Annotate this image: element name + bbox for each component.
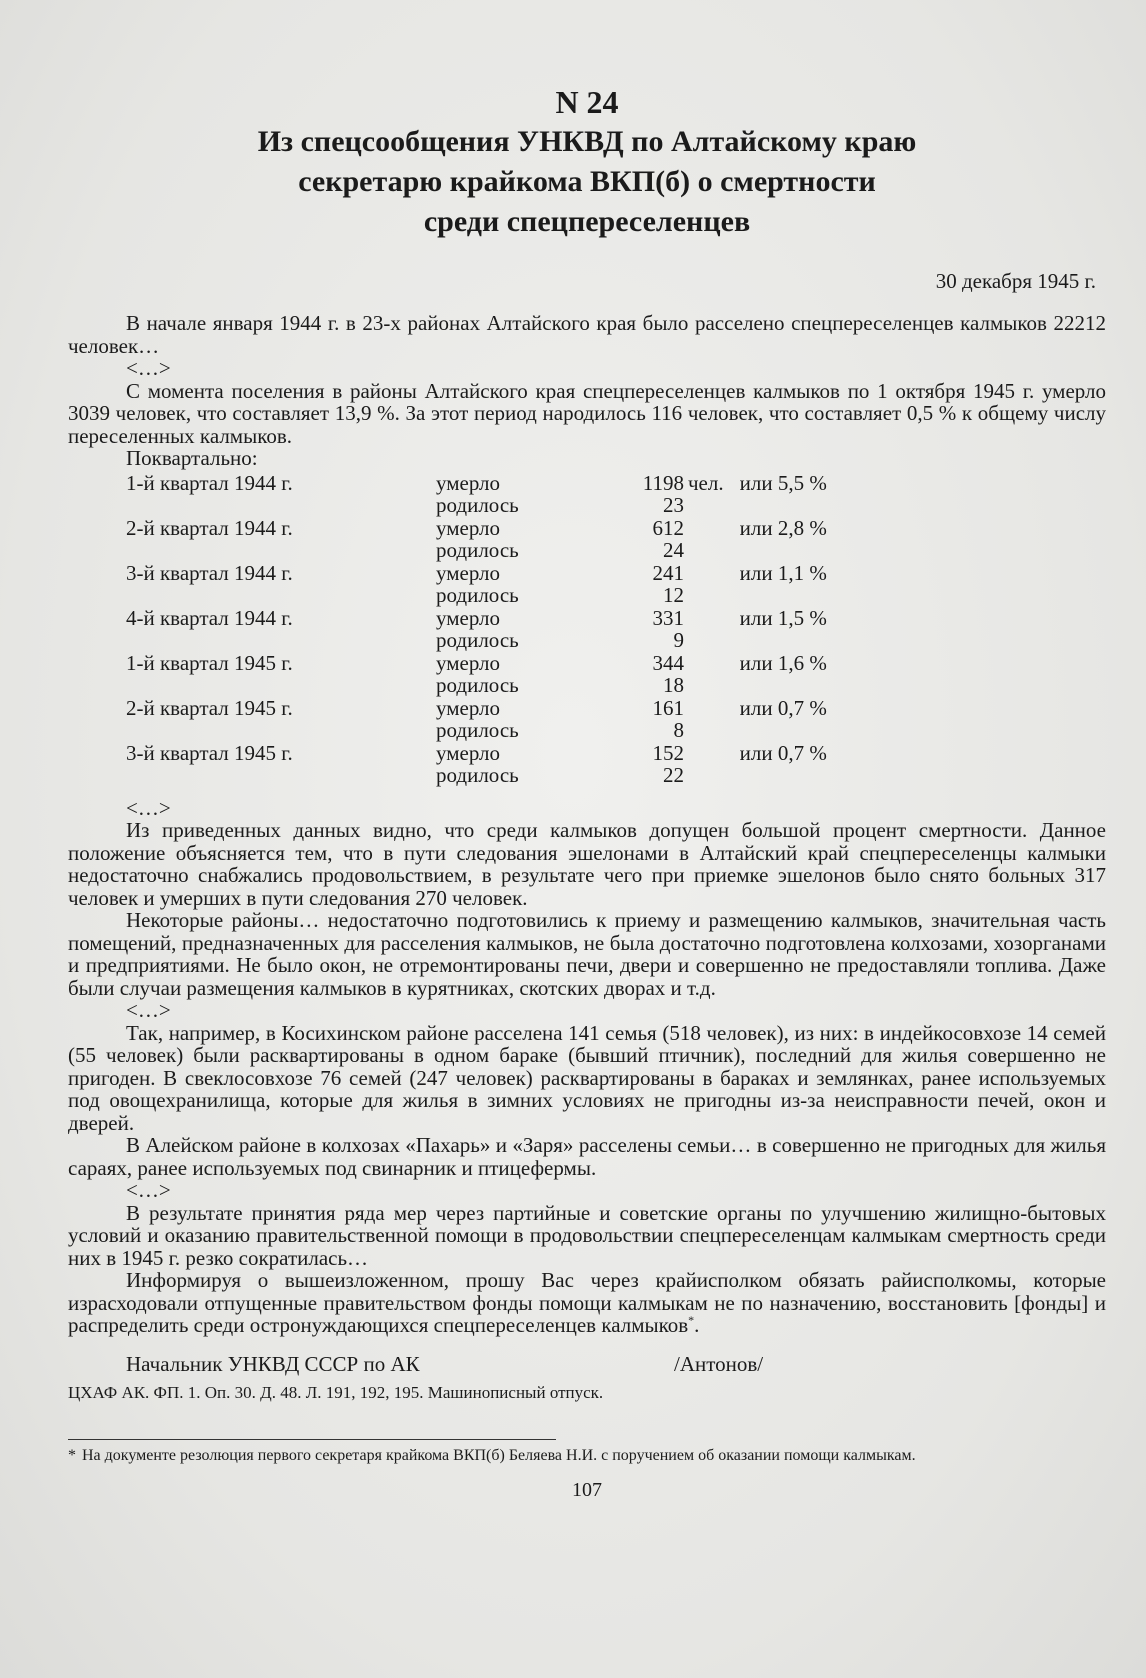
paragraph-4: Некоторые районы… недостаточно подготовились к приему и размещению калмыков, значительная часть помещений, предназначенных для расселения калмыков, не была достаточно подготовлена колхозами, хозорганами и предприятиями. Не было окон, не отремонтированы печи, двери и совершенно не предоставляли топлива. Даже были случаи размещения калмыков в курятниках, скотских дворах и т.д. bbox=[68, 908, 1106, 1000]
quarterly-label: Поквартально: bbox=[126, 446, 258, 470]
stats-percent: или 0,7 % bbox=[739, 740, 827, 765]
footnote-divider bbox=[68, 1439, 556, 1440]
stats-died-label: умерло bbox=[436, 470, 501, 495]
stats-died-value: 612 bbox=[652, 515, 684, 540]
stats-died-value: 331 bbox=[652, 605, 684, 630]
stats-empty bbox=[126, 494, 436, 517]
stats-percent: или 1,1 % bbox=[739, 560, 827, 585]
stats-empty bbox=[684, 494, 724, 517]
stats-quarter: 4-й квартал 1944 г. bbox=[126, 605, 293, 630]
stats-born-value: 24 bbox=[663, 538, 684, 562]
stats-percent: или 1,6 % bbox=[739, 650, 827, 675]
stats-percent: или 0,7 % bbox=[739, 695, 827, 720]
stats-empty bbox=[684, 629, 724, 652]
stats-empty bbox=[684, 539, 724, 562]
stats-empty bbox=[724, 629, 850, 652]
stats-row-born bbox=[126, 629, 850, 652]
stats-born-value: 8 bbox=[673, 718, 684, 742]
stats-percent: или 1,5 % bbox=[739, 605, 827, 630]
omission-mark: <…> bbox=[126, 1178, 171, 1202]
stats-empty bbox=[724, 494, 850, 517]
stats-empty bbox=[126, 584, 436, 607]
stats-percent: или 5,5 % bbox=[739, 470, 827, 495]
page-number: 107 bbox=[572, 1478, 602, 1501]
stats-died-value: 344 bbox=[652, 650, 684, 675]
stats-empty bbox=[684, 674, 724, 697]
stats-unit bbox=[684, 562, 724, 585]
stats-empty bbox=[724, 539, 850, 562]
omission-mark: <…> bbox=[126, 998, 171, 1022]
stats-unit bbox=[684, 517, 724, 540]
title-line-2: секретарю крайкома ВКП(б) о смертности bbox=[298, 165, 876, 198]
stats-died-label: умерло bbox=[436, 650, 501, 675]
stats-died-label: умерло bbox=[436, 740, 501, 765]
stats-empty bbox=[724, 719, 850, 742]
document-number: N 24 bbox=[555, 84, 619, 120]
stats-row-died bbox=[126, 562, 850, 585]
stats-row-born bbox=[126, 719, 850, 742]
stats-died-label: умерло bbox=[436, 695, 501, 720]
stats-quarter: 2-й квартал 1945 г. bbox=[126, 695, 293, 720]
stats-empty bbox=[684, 719, 724, 742]
footnote bbox=[68, 1446, 1106, 1465]
signer-name: /Антонов/ bbox=[674, 1351, 764, 1376]
paragraph-8-end: . bbox=[694, 1313, 700, 1337]
stats-born-label: родилось bbox=[436, 718, 519, 742]
stats-born-label: родилось bbox=[436, 493, 519, 517]
stats-unit bbox=[684, 742, 724, 765]
stats-row-died bbox=[126, 742, 850, 765]
stats-died-value: 161 bbox=[652, 695, 684, 720]
stats-born-value: 9 bbox=[673, 628, 684, 652]
stats-row-died bbox=[126, 697, 850, 720]
stats-row-born bbox=[126, 584, 850, 607]
paragraph-8-text: Информируя о вышеизложенном, прошу Вас через крайисполком обязать райисполкомы, которые израсходовали отпущенные правительством фонды помощи калмыкам не по назначению, восстановить [фонды] и распределить среди остронуждающихся спецпереселенцев калмыков bbox=[68, 1268, 1106, 1337]
stats-quarter: 1-й квартал 1945 г. bbox=[126, 650, 293, 675]
stats-row-born bbox=[126, 539, 850, 562]
stats-born-label: родилось bbox=[436, 583, 519, 607]
stats-died-label: умерло bbox=[436, 605, 501, 630]
stats-empty bbox=[126, 629, 436, 652]
paragraph-5: Так, например, в Косихинском районе расселена 141 семья (518 человек), из них: в индейкосовхозе 14 семей (55 человек) были расквартированы в одном бараке (бывший птичник), последний для жилья совершенно не пригоден. В свеклосовхозе 76 семей (247 человек) расквартированы в бараках и землянках, ранее используемых под овощехранилища, которые для жилья в зимних условиях не пригодны из-за неисправности печей, окон и дверей. bbox=[68, 1020, 1106, 1135]
stats-born-label: родилось bbox=[436, 763, 519, 787]
stats-unit bbox=[684, 607, 724, 630]
stats-row-born bbox=[126, 674, 850, 697]
stats-empty bbox=[724, 764, 850, 787]
stats-quarter: 2-й квартал 1944 г. bbox=[126, 515, 293, 540]
title-line-1: Из спецсообщения УНКВД по Алтайскому краю bbox=[257, 125, 917, 158]
stats-empty bbox=[724, 584, 850, 607]
stats-percent: или 2,8 % bbox=[739, 515, 827, 540]
signer-position: Начальник УНКВД СССР по АК bbox=[126, 1351, 420, 1376]
stats-died-label: умерло bbox=[436, 560, 501, 585]
quarterly-stats-table bbox=[126, 472, 850, 787]
footnote-ref: * bbox=[688, 1313, 695, 1327]
footnote-text: На документе резолюция первого секретаря крайкома ВКП(б) Беляева Н.И. с поручением об оказании помощи калмыкам. bbox=[82, 1446, 916, 1464]
paragraph-7: В результате принятия ряда мер через партийные и советские органы по улучшению жилищно-бытовых условий и оказанию правительственной помощи в продовольствии спецпереселенцам калмыкам смертность среди них в 1945 г. резко сократилась… bbox=[68, 1200, 1106, 1270]
stats-quarter: 1-й квартал 1944 г. bbox=[126, 470, 293, 495]
stats-died-value: 1198 bbox=[642, 470, 684, 495]
stats-born-label: родилось bbox=[436, 538, 519, 562]
paragraph-3: Из приведенных данных видно, что среди калмыков допущен большой процент смертности. Данное положение объясняется тем, что в пути следования эшелонами в Алтайский край спецпереселенцы калмыки недостаточно снабжались продовольствием, в результате чего при приемке эшелонов было снято больных 317 человек и умерших в пути следования 270 человек. bbox=[68, 818, 1106, 910]
stats-empty bbox=[126, 539, 436, 562]
stats-row-born bbox=[126, 494, 850, 517]
stats-empty bbox=[684, 584, 724, 607]
paragraph-1: В начале января 1944 г. в 23-х районах Алтайского края было расселено спецпереселенцев калмыков 22212 человек… bbox=[68, 311, 1106, 358]
stats-born-label: родилось bbox=[436, 628, 519, 652]
stats-row-died bbox=[126, 652, 850, 675]
stats-empty bbox=[724, 674, 850, 697]
stats-row-born bbox=[126, 764, 850, 787]
omission-mark: <…> bbox=[126, 795, 171, 820]
omission-mark: <…> bbox=[126, 356, 171, 380]
footnote-mark: * bbox=[68, 1446, 76, 1464]
stats-row-died bbox=[126, 607, 850, 630]
stats-born-value: 12 bbox=[663, 583, 684, 607]
stats-unit bbox=[684, 697, 724, 720]
stats-unit: чел. bbox=[688, 470, 724, 495]
signature-block bbox=[126, 1351, 1106, 1377]
stats-row-died bbox=[126, 517, 850, 540]
title-line-3: среди спецпереселенцев bbox=[423, 205, 751, 238]
stats-quarter: 3-й квартал 1944 г. bbox=[126, 560, 293, 585]
stats-died-label: умерло bbox=[436, 515, 501, 540]
stats-died-value: 241 bbox=[652, 560, 684, 585]
stats-empty bbox=[684, 764, 724, 787]
stats-died-value: 152 bbox=[652, 740, 684, 765]
document-date: 30 декабря 1945 г. bbox=[935, 269, 1096, 293]
paragraph-6: В Алейском районе в колхозах «Пахарь» и «Заря» расселены семьи… в совершенно не пригодных для жилья сараях, ранее используемых под свинарник и птицефермы. bbox=[68, 1133, 1106, 1180]
paragraph-8 bbox=[68, 1269, 1106, 1337]
stats-born-value: 18 bbox=[663, 673, 684, 697]
stats-born-label: родилось bbox=[436, 673, 519, 697]
stats-empty bbox=[126, 674, 436, 697]
paragraph-2: С момента поселения в районы Алтайского края спецпереселенцев калмыков по 1 октября 1945 г. умерло 3039 человек, что составляет 13,9 %. За этот период народилось 116 человек, что составляет 0,5 % к общему числу переселенных калмыков. bbox=[68, 378, 1106, 448]
stats-unit bbox=[684, 652, 724, 675]
stats-born-value: 23 bbox=[663, 493, 684, 517]
document-body bbox=[68, 312, 1106, 1337]
stats-empty bbox=[126, 719, 436, 742]
stats-born-value: 22 bbox=[663, 763, 684, 787]
archive-reference: ЦХАФ АК. ФП. 1. Оп. 30. Д. 48. Л. 191, 192, 195. Машинописный отпуск. bbox=[68, 1382, 604, 1402]
stats-row-died bbox=[126, 472, 850, 495]
document-title bbox=[68, 122, 1106, 242]
stats-quarter: 3-й квартал 1945 г. bbox=[126, 740, 293, 765]
stats-empty bbox=[126, 764, 436, 787]
